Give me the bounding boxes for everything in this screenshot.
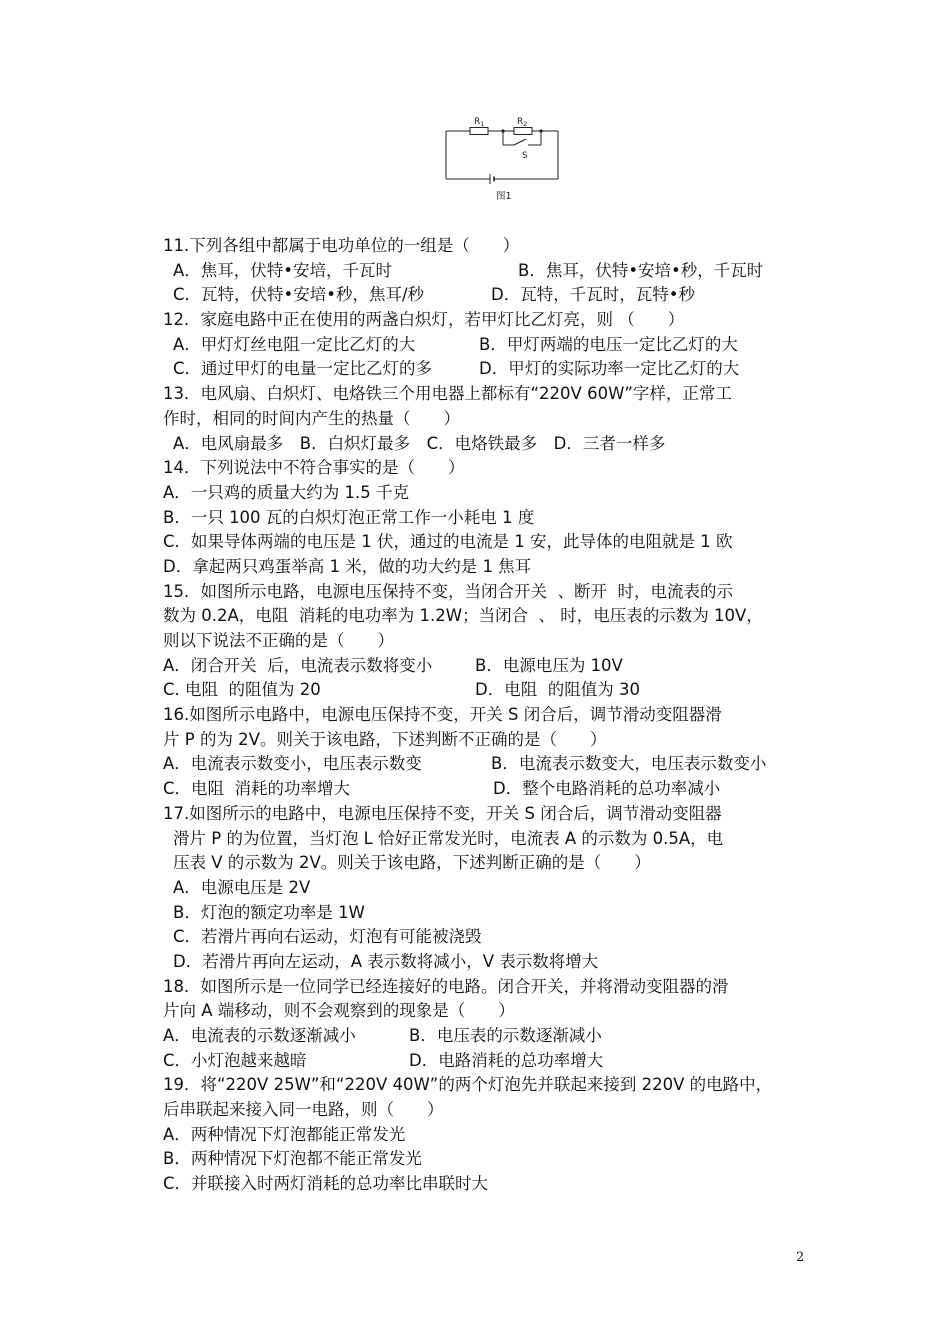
- q17-stem-line3: 压表 V 的示数为 2V。则关于该电路，下述判断正确的是（ ）: [173, 853, 651, 873]
- q18-option-c: C．小灯泡越来越暗: [163, 1050, 307, 1070]
- q15-option-a: A．闭合开关 后，电流表示数将变小: [163, 655, 433, 675]
- q17-option-d: D．若滑片再向左运动，A 表示数将减小，V 表示数将增大: [173, 951, 599, 971]
- q16-option-c: C．电阻 消耗的功率增大: [163, 779, 351, 799]
- q18-stem-line2: 片向 A 端移动，则不会观察到的现象是（ ）: [163, 1001, 515, 1021]
- q16-stem-line1: 16.如图所示电路中，电源电压保持不变，开关 S 闭合后，调节滑动变阻器滑: [163, 705, 722, 725]
- q14-option-d: D．拿起两只鸡蛋举高 1 米，做的功大约是 1 焦耳: [163, 556, 532, 576]
- q12-option-c: C．通过甲灯的电量一定比乙灯的多: [173, 359, 433, 379]
- q11-option-c: C．瓦特，伏特•安培•秒，焦耳/秒: [173, 285, 425, 305]
- q13-options: A．电风扇最多 B．白炽灯最多 C．电烙铁最多 D．三者一样多: [173, 433, 666, 453]
- q18-options-row1: [163, 1024, 823, 1049]
- q16-options-row1: [163, 752, 823, 777]
- q19-stem-line2: 后串联起来接入同一电路，则（ ）: [163, 1100, 444, 1120]
- q19-option-a: A．两种情况下灯泡都能正常发光: [163, 1124, 406, 1144]
- q11-options-row2: [163, 283, 823, 308]
- q15-stem-line1: 15．如图所示电路，电源电压保持不变，当闭合开关 、断开 时，电流表的示: [163, 581, 733, 601]
- question-list: [163, 234, 823, 1197]
- q12-option-d: D．甲灯的实际功率一定比乙灯的大: [479, 359, 740, 379]
- q19-option-b: B．两种情况下灯泡都不能正常发光: [163, 1149, 422, 1169]
- q16-stem-line2: 片 P 的为 2V。则关于该电路，下述判断不正确的是（ ）: [163, 729, 607, 749]
- q11-option-a: A．焦耳，伏特•安培，千瓦时: [173, 260, 393, 280]
- q15-stem-line3: 则以下说法不正确的是（ ）: [163, 631, 394, 650]
- q11-stem: 11.下列各组中都属于电功单位的一组是（ ）: [163, 236, 520, 255]
- q16-option-b: B．电流表示数变大，电压表示数变小: [491, 754, 767, 774]
- resistor-r2: [514, 128, 532, 135]
- circuit-figure: [438, 110, 568, 205]
- q17-option-b: B．灯泡的额定功率是 1W: [173, 902, 365, 922]
- q18-stem-line1: 18．如图所示是一位同学已经连接好的电路。闭合开关，并将滑动变阻器的滑: [163, 976, 729, 996]
- q17-option-c: C．若滑片再向右运动，灯泡有可能被浇毁: [173, 927, 482, 947]
- q15-options-row2: [163, 678, 823, 703]
- q14-stem: 14．下列说法中不符合事实的是（ ）: [163, 458, 465, 478]
- page-number: 2: [796, 1250, 805, 1265]
- q17-option-a: A．电源电压是 2V: [173, 877, 311, 897]
- q14-option-c: C．如果导体两端的电压是 1 伏，通过的电流是 1 安，此导体的电阻就是 1 欧: [163, 532, 733, 552]
- q15-option-c: C. 电阻 的阻值为 20: [163, 680, 321, 700]
- q16-option-a: A．电流表示数变小，电压表示数变: [163, 754, 422, 774]
- q19-option-c: C．并联接入时两灯消耗的总功率比串联时大: [163, 1174, 489, 1194]
- q18-option-d: D．电路消耗的总功率增大: [409, 1050, 604, 1070]
- q16-options-row2: [163, 777, 823, 802]
- q17-stem-line2: 滑片 P 的为位置，当灯泡 L 恰好正常发光时，电流表 A 的示数为 0.5A，电: [173, 828, 724, 848]
- q12-options-row1: [163, 333, 823, 358]
- q12-options-row2: [163, 357, 823, 382]
- q15-stem-line2: 数为 0.2A，电阻 消耗的电功率为 1.2W；当闭合 、 时，电压表的示数为 10V，: [163, 606, 763, 626]
- q15-option-b: B．电源电压为 10V: [475, 655, 623, 675]
- q12-stem: 12．家庭电路中正在使用的两盏白炽灯，若甲灯比乙灯亮，则 （ ）: [163, 310, 685, 330]
- q12-option-b: B．甲灯两端的电压一定比乙灯的大: [479, 334, 738, 354]
- q13-stem-line2: 作时，相同的时间内产生的热量（ ）: [163, 408, 460, 428]
- circuit-diagram: [438, 110, 568, 205]
- q13-stem-line1: 13．电风扇、白炽灯、电烙铁三个用电器上都标有“220V 60W”字样，正常工: [163, 384, 732, 404]
- r2-label: $R_2$: [517, 117, 528, 128]
- q14-option-b: B．一只 100 瓦的白炽灯泡正常工作一小耗电 1 度: [163, 507, 535, 527]
- switch-label: S: [522, 151, 528, 161]
- q15-options-row1: [163, 654, 823, 679]
- figure-caption: 图1: [496, 191, 512, 202]
- q12-option-a: A．甲灯灯丝电阻一定比乙灯的大: [173, 334, 416, 354]
- resistor-r1: [470, 128, 488, 135]
- q17-stem-line1: 17.如图所示的电路中，电源电压保持不变，开关 S 闭合后，调节滑动变阻器: [163, 803, 722, 823]
- q11-option-d: D．瓦特，千瓦时，瓦特•秒: [491, 285, 695, 305]
- q19-stem-line1: 19．将“220V 25W”和“220V 40W”的两个灯泡先并联起来接到 220V 的电路中，: [163, 1075, 773, 1095]
- q15-option-d: D．电阻 的阻值为 30: [475, 680, 640, 700]
- switch-s: [514, 139, 526, 145]
- r1-label: $R_1$: [474, 117, 485, 128]
- q18-option-b: B．电压表的示数逐渐减小: [409, 1026, 602, 1045]
- q16-option-d: D．整个电路消耗的总功率减小: [493, 779, 721, 799]
- q11-options-row1: [163, 259, 823, 284]
- q18-option-a: A．电流表的示数逐渐减小: [163, 1026, 356, 1045]
- q11-option-b: B．焦耳，伏特•安培•秒，千瓦时: [518, 260, 764, 280]
- q14-option-a: A．一只鸡的质量大约为 1.5 千克: [163, 482, 410, 502]
- q18-options-row2: [163, 1049, 823, 1074]
